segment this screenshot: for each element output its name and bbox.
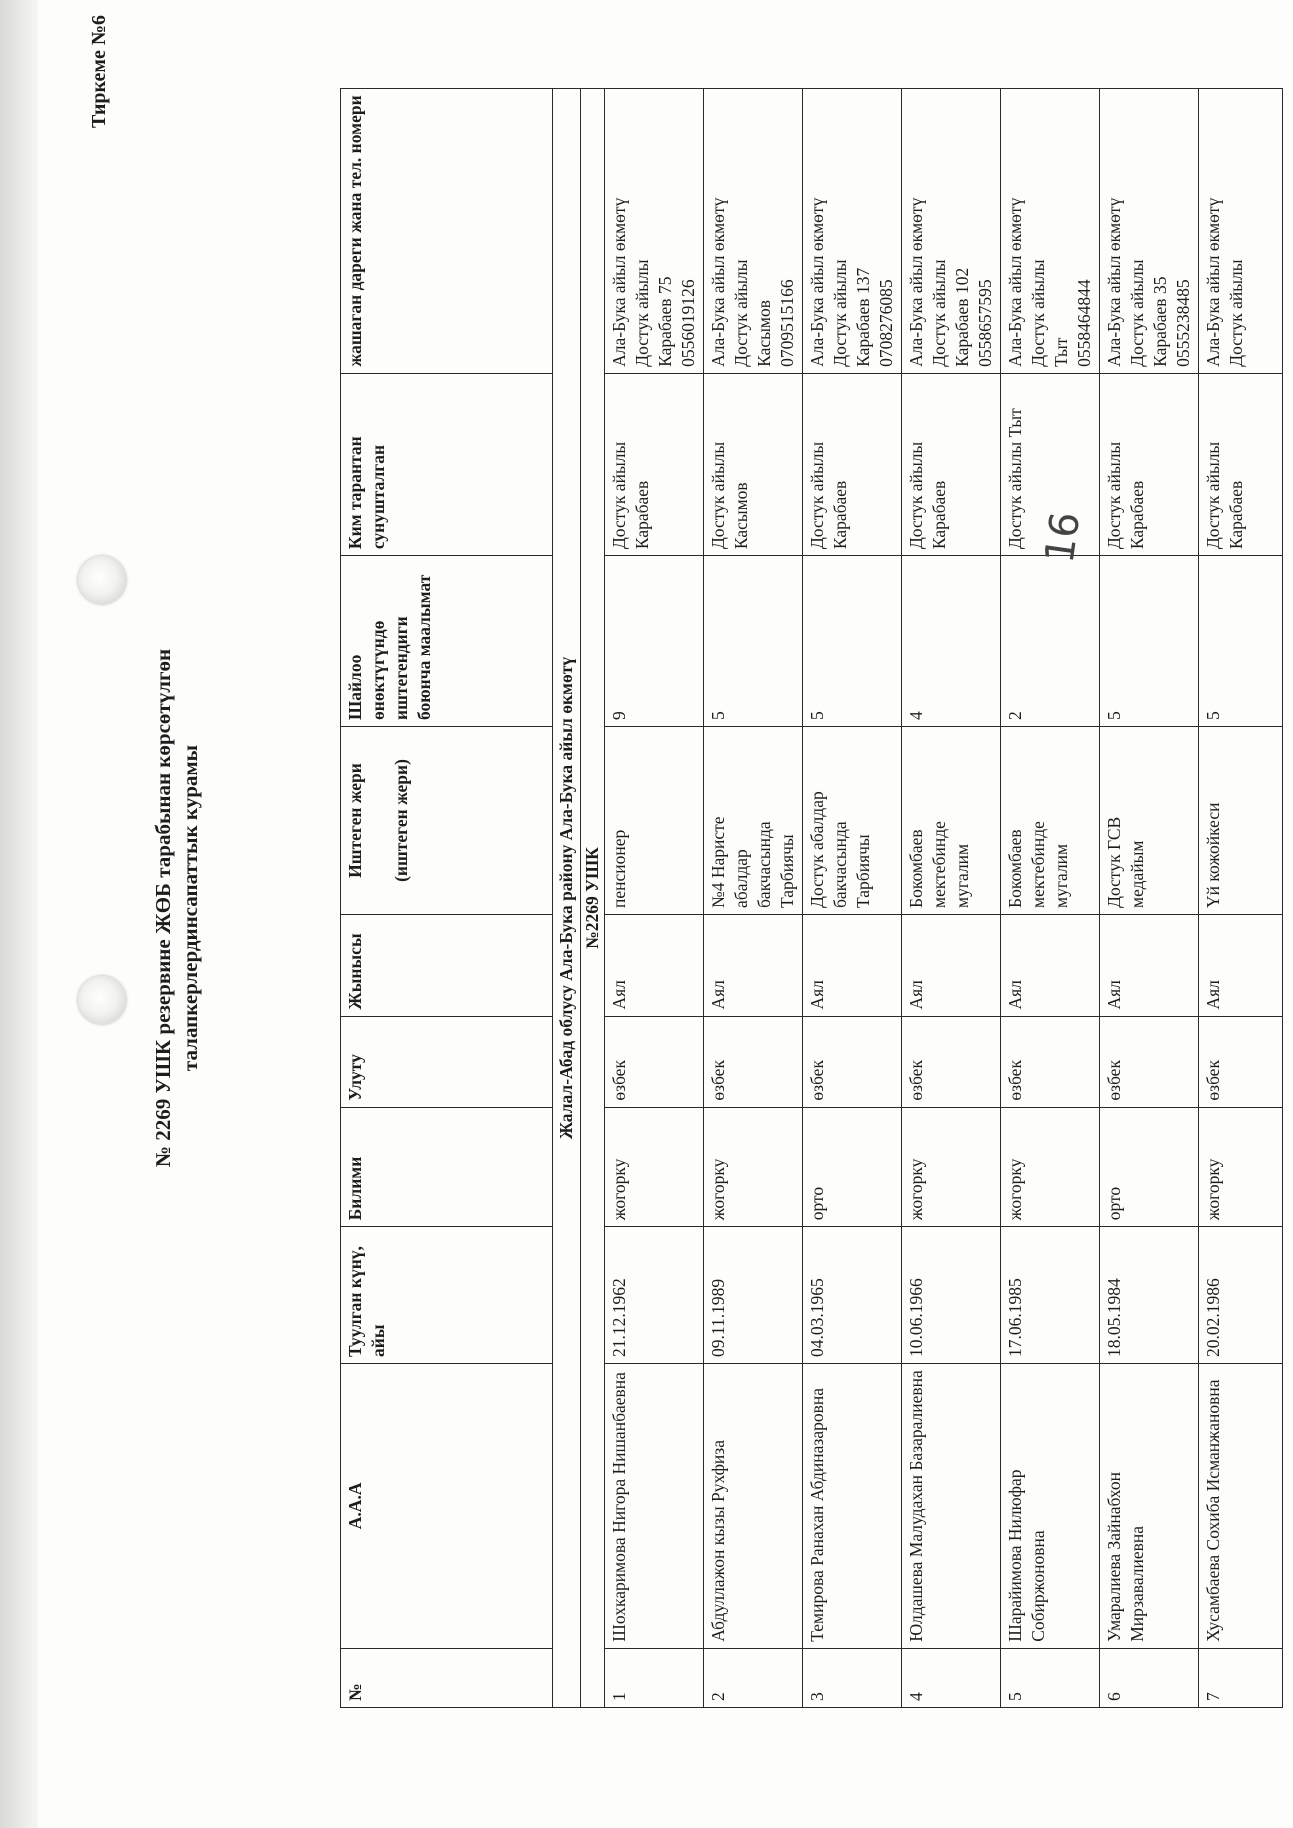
- cell-experience: 9: [605, 556, 704, 727]
- header-row: [341, 89, 553, 1708]
- header-name: А.А.А: [341, 1363, 553, 1648]
- cell-birth: 04.03.1965: [803, 1227, 902, 1364]
- table-row: [1100, 89, 1199, 1708]
- cell-nationality: өзбек: [803, 1016, 902, 1107]
- header-address: жашаган дареги жана тел. номери: [341, 89, 553, 374]
- cell-name: Шохкаримова Нигора Нишанбаевна: [605, 1363, 704, 1648]
- cell-name: Умаралиева Зайнабхон Мирзавалиевна: [1100, 1363, 1199, 1648]
- commission-row: [581, 89, 605, 1708]
- cell-address: Ала-Бука айыл өкмөтү Достук айылы Карабаев 102 0558657595: [902, 89, 1001, 374]
- cell-birth: 18.05.1984: [1100, 1227, 1199, 1364]
- cell-experience: 4: [902, 556, 1001, 727]
- header-experience: Шайлоо өнөктүгүндө иштегендиги боюнча маалымат: [341, 556, 553, 727]
- cell-education: орто: [803, 1107, 902, 1227]
- cell-address: Ала-Бука айыл өкмөтү Достук айылы Карабаев 137 0708276085: [803, 89, 902, 374]
- cell-nominated-by: Достук айылы Карабаев: [1100, 373, 1199, 555]
- cell-nominated-by: Достук айылы Карабаев: [1199, 373, 1283, 555]
- header-num: №: [341, 1648, 553, 1707]
- cell-address: Ала-Бука айыл өкмөтү Достук айылы Тыт 0558464844: [1001, 89, 1100, 374]
- cell-num: 3: [803, 1648, 902, 1707]
- cell-name: Юлдашева Малудахан Базаралиевна: [902, 1363, 1001, 1648]
- cell-experience: 5: [704, 556, 803, 727]
- cell-gender: Аял: [1199, 914, 1283, 1016]
- cell-num: 7: [1199, 1648, 1283, 1707]
- cell-experience: 5: [1199, 556, 1283, 727]
- cell-nationality: өзбек: [902, 1016, 1001, 1107]
- cell-experience: 5: [803, 556, 902, 727]
- region-label: Жалал-Абад облусу Ала-Бука району Ала-Бука айыл өкмөтү: [553, 89, 581, 1708]
- handwritten-page-number: 16: [1036, 509, 1090, 566]
- cell-gender: Аял: [704, 914, 803, 1016]
- cell-birth: 10.06.1966: [902, 1227, 1001, 1364]
- cell-gender: Аял: [605, 914, 704, 1016]
- table-row: [605, 89, 704, 1708]
- cell-gender: Аял: [803, 914, 902, 1016]
- cell-education: жогорку: [902, 1107, 1001, 1227]
- cell-experience: 2: [1001, 556, 1100, 727]
- region-row: [553, 89, 581, 1708]
- title-line-1: № 2269 УШК резервине ЖӨБ тарабынан көрсөтүлгөн: [151, 648, 175, 1168]
- document-title: [150, 288, 204, 1528]
- cell-nominated-by: Достук айылы Карабаев: [902, 373, 1001, 555]
- header-nominated-by: Ким тарантан сунушталган: [341, 373, 553, 555]
- cell-experience: 5: [1100, 556, 1199, 727]
- cell-gender: Аял: [902, 914, 1001, 1016]
- cell-workplace: Бокомбаев мектебинде мугалим: [902, 727, 1001, 915]
- cell-workplace: Достук ГСВ медайым: [1100, 727, 1199, 915]
- header-gender: Жынысы: [341, 914, 553, 1016]
- cell-name: Темирова Ранахан Абдиназаровна: [803, 1363, 902, 1648]
- cell-birth: 17.06.1985: [1001, 1227, 1100, 1364]
- cell-education: жогорку: [704, 1107, 803, 1227]
- cell-nominated-by: Достук айылы Карабаев: [803, 373, 902, 555]
- cell-workplace: Бокомбаев мектебинде мугалим: [1001, 727, 1100, 915]
- table-row: [803, 89, 902, 1708]
- cell-nominated-by: Достук айылы Касымов: [704, 373, 803, 555]
- cell-education: жогорку: [1001, 1107, 1100, 1227]
- cell-workplace: Достук абалдар бакчасында Тарбиячы: [803, 727, 902, 915]
- cell-education: жогорку: [605, 1107, 704, 1227]
- title-line-2: талапкерлердинсапаттык курамы: [178, 744, 202, 1072]
- header-birth: Туулган күнү, айы: [341, 1227, 553, 1364]
- cell-num: 4: [902, 1648, 1001, 1707]
- cell-nationality: өзбек: [605, 1016, 704, 1107]
- cell-birth: 09.11.1989: [704, 1227, 803, 1364]
- cell-nominated-by: Достук айылы Карабаев: [605, 373, 704, 555]
- cell-nominated-by: Достук айылы Тыт: [1001, 373, 1100, 555]
- table-row: [1001, 89, 1100, 1708]
- cell-workplace: пенсионер: [605, 727, 704, 915]
- header-education: Билими: [341, 1107, 553, 1227]
- header-nationality: Улуту: [341, 1016, 553, 1107]
- cell-nationality: өзбек: [704, 1016, 803, 1107]
- cell-address: Ала-Бука айыл өкмөтү Достук айылы: [1199, 89, 1283, 374]
- cell-num: 6: [1100, 1648, 1199, 1707]
- cell-nationality: өзбек: [1199, 1016, 1283, 1107]
- cell-num: 5: [1001, 1648, 1100, 1707]
- table-row: [1199, 89, 1283, 1708]
- cell-num: 2: [704, 1648, 803, 1707]
- table-row: [902, 89, 1001, 1708]
- cell-name: Абдуллажон кызы Рухфиза: [704, 1363, 803, 1648]
- cell-name: Шарайимова Нилюфар Собиржоновна: [1001, 1363, 1100, 1648]
- cell-gender: Аял: [1001, 914, 1100, 1016]
- cell-workplace: №4 Наристе абалдар бакчасында Тарбиячы: [704, 727, 803, 915]
- cell-workplace: Үй кожойкеси: [1199, 727, 1283, 915]
- candidates-table: [340, 88, 1283, 1708]
- header-workplace: Иштеген жери (иштеген жери): [341, 727, 553, 915]
- commission-label: №2269 УШК: [581, 89, 605, 1708]
- cell-address: Ала-Бука айыл өкмөтү Достук айылы Карабаев 35 0555238485: [1100, 89, 1199, 374]
- cell-name: Хусамбаева Сохиба Исманжановна: [1199, 1363, 1283, 1648]
- cell-address: Ала-Бука айыл өкмөтү Достук айылы Карабаев 75 0556019126: [605, 89, 704, 374]
- cell-nationality: өзбек: [1001, 1016, 1100, 1107]
- cell-gender: Аял: [1100, 914, 1199, 1016]
- annex-label: Тиркеме №6: [88, 15, 110, 128]
- cell-birth: 20.02.1986: [1199, 1227, 1283, 1364]
- cell-num: 1: [605, 1648, 704, 1707]
- table-row: [704, 89, 803, 1708]
- cell-education: жогорку: [1199, 1107, 1283, 1227]
- cell-birth: 21.12.1962: [605, 1227, 704, 1364]
- cell-nationality: өзбек: [1100, 1016, 1199, 1107]
- cell-address: Ала-Бука айыл өкмөтү Достук айылы Касымов 0709515166: [704, 89, 803, 374]
- cell-education: орто: [1100, 1107, 1199, 1227]
